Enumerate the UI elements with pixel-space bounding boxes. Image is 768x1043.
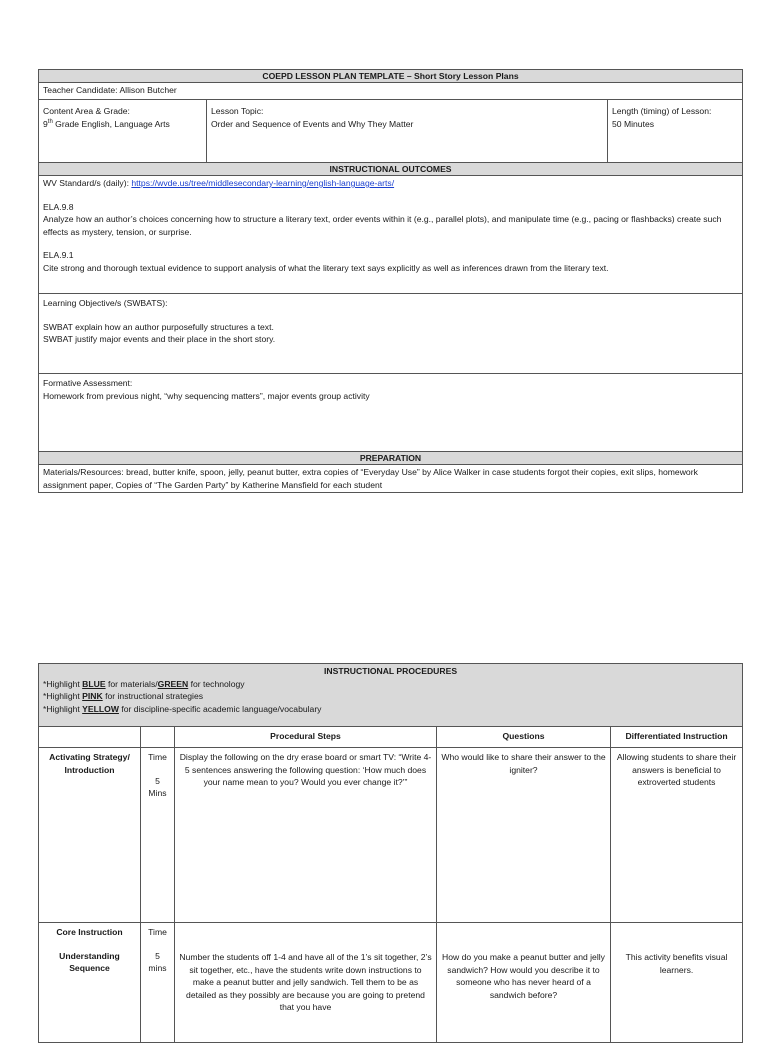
activating-time-cell [141,748,175,923]
core-time-cell [141,923,175,1043]
standards-link[interactable]: https://wvde.us/tree/middlesecondary-learning/english-language-arts/ [131,178,395,188]
lesson-length-cell [608,100,743,163]
lesson-topic-cell [207,100,608,163]
activating-time-value: 5 [155,775,160,786]
instructional-procedures-header [39,664,743,727]
lesson-plan-title: COEPD LESSON PLAN TEMPLATE – Short Story Lesson Plans [39,70,743,83]
ela-standard-2-code: ELA.9.1 [43,250,74,260]
formative-assessment-label: Formative Assessment: [43,378,133,388]
core-time-unit: mins [148,963,167,973]
ela-standard-1-text: Analyze how an author’s choices concerning how to structure a literary text, order events within it (e.g., parallel plots), and manipulate time (e.g., pacing or flashbacks) create such effects as mystery, tension, or surprise. [43,214,722,237]
learning-objectives-cell [39,294,743,374]
core-differentiation: This activity benefits visual learners. [611,923,743,1043]
activating-time-label: Time [148,752,167,762]
activating-procedural-steps: Display the following on the dry erase board or smart TV: “Write 4-5 sentences answering the following question: ‘How much does your name mean to you? Would you ever change it?’” [175,748,437,923]
highlight-note-3: *Highlight YELLOW for discipline-specific academic language/vocabulary [43,703,322,714]
core-instruction-cell [39,923,141,1043]
instructional-procedures-table [38,663,743,1043]
understanding-sequence-label: Understanding Sequence [59,950,120,973]
lesson-plan-table [38,69,743,493]
learning-objectives-label: Learning Objective/s (SWBATS): [43,298,168,308]
activating-time-unit: Mins [148,788,167,798]
lesson-length-label: Length (timing) of Lesson: [612,106,712,116]
instructional-outcomes-header: INSTRUCTIONAL OUTCOMES [39,163,743,176]
core-instruction-label: Core Instruction [56,927,123,937]
lesson-topic-label: Lesson Topic: [211,106,264,116]
highlight-note-1: *Highlight BLUE for materials/GREEN for technology [43,678,245,689]
materials-resources: Materials/Resources: bread, butter knife, spoon, jelly, peanut butter, extra copies of “Everyday Use” by Alice Walker in case students forgot their copies, exit slips, homework assignment paper, Copies of “The Garden Party” by Katherine Mansfield for each student [39,465,743,493]
formative-assessment-cell [39,374,743,452]
procedural-steps-header: Procedural Steps [175,727,437,748]
lesson-topic-value: Order and Sequence of Events and Why They Matter [211,118,414,129]
blank-header-cell [39,727,141,748]
ela-standard-2-text: Cite strong and thorough textual evidence to support analysis of what the literary text says explicitly as well as inferences drawn from the literary text. [43,262,609,273]
core-procedural-steps: Number the students off 1-4 and have all of the 1’s sit together, 2’s sit together, etc., have the students write down instructions to make a peanut butter and jelly sandwich. Tell them to be as detailed as they possibly are because you are going to pretend that you have [175,923,437,1043]
activating-strategy-label: Activating Strategy/ Introduction [39,748,141,923]
learning-objective-2: SWBAT justify major events and their place in the short story. [43,334,276,344]
learning-objective-1: SWBAT explain how an author purposefully structures a text. [43,321,274,332]
standards-cell [39,176,743,294]
content-area-cell [39,100,207,163]
differentiated-instruction-header: Differentiated Instruction [611,727,743,748]
instructional-procedures-title: INSTRUCTIONAL PROCEDURES [324,666,458,676]
teacher-candidate: Teacher Candidate: Allison Butcher [39,83,743,100]
activating-questions: Who would like to share their answer to the igniter? [437,748,611,923]
activating-differentiation: Allowing students to share their answers is beneficial to extroverted students [611,748,743,923]
ela-standard-1-code: ELA.9.8 [43,201,74,212]
formative-assessment-text: Homework from previous night, “why sequencing matters”, major events group activity [43,390,370,401]
content-area-label: Content Area & Grade: [43,106,130,116]
blank-header-cell [141,727,175,748]
questions-header: Questions [437,727,611,748]
core-time-label: Time [148,927,167,937]
core-questions: How do you make a peanut butter and jelly sandwich? How would you describe it to someone who has never heard of a sandwich before? [437,923,611,1043]
core-time-value: 5 [155,950,160,961]
content-area-value: 9th Grade English, Language Arts [43,118,170,129]
highlight-note-2: *Highlight PINK for instructional strategies [43,691,204,701]
standards-line: WV Standard/s (daily): https://wvde.us/tree/middlesecondary-learning/english-language-arts/ [43,178,395,188]
preparation-header: PREPARATION [39,452,743,465]
lesson-length-value: 50 Minutes [612,118,655,129]
